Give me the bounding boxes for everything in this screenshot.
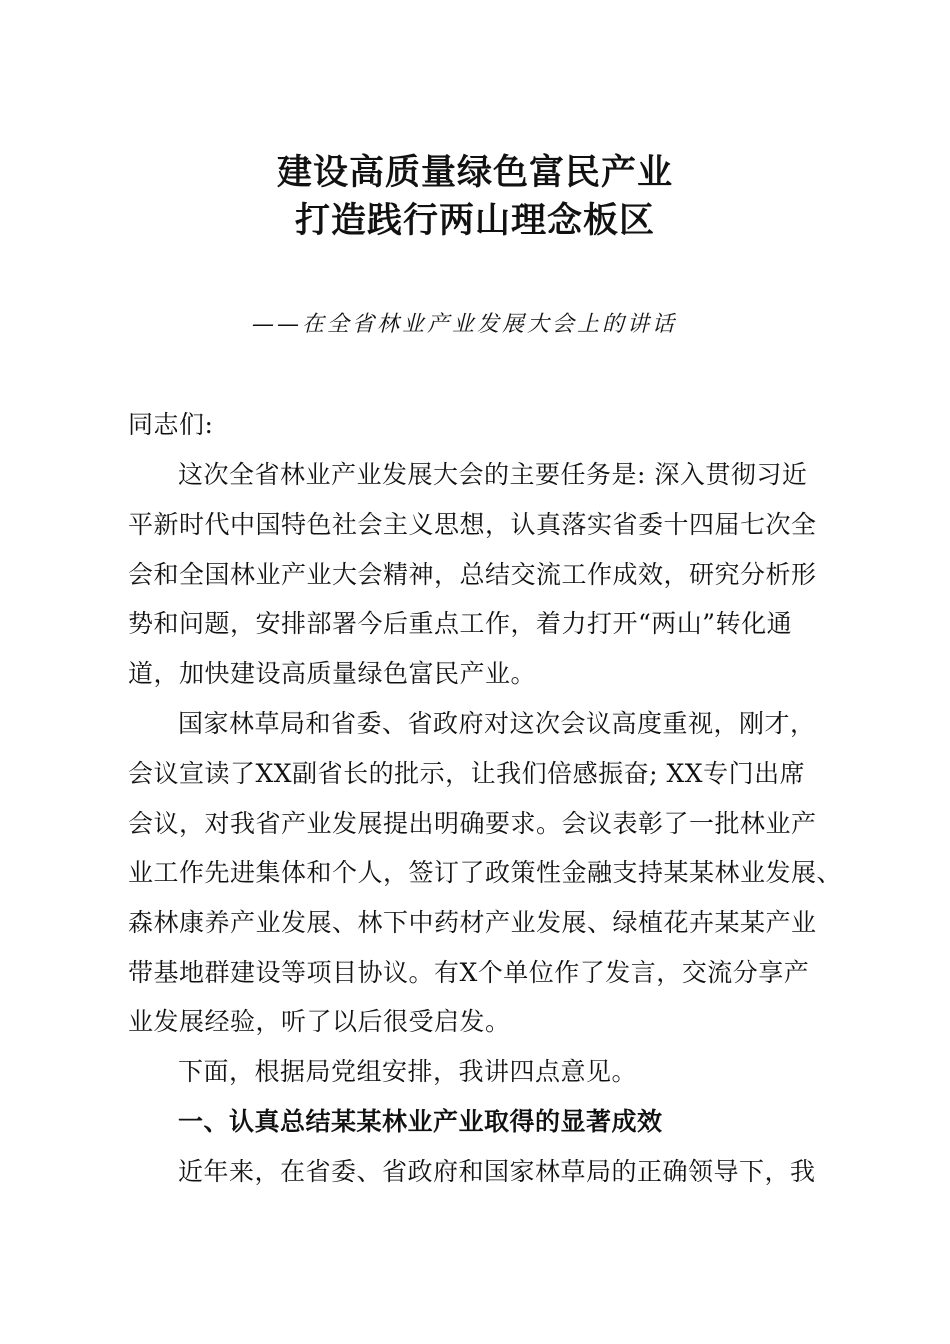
paragraph-1-line: 道，加快建设高质量绿色富民产业。 bbox=[128, 659, 537, 688]
paragraph-2-line: 国家林草局和省委、省政府对这次会议高度重视，刚才， bbox=[178, 709, 816, 738]
paragraph-2-line: 带基地群建设等项目协议。有X个单位作了发言，交流分享产 bbox=[128, 958, 810, 987]
section-1-heading: 一、认真总结某某林业产业取得的显著成效 bbox=[178, 1107, 663, 1136]
paragraph-2-line: 会议宣读了XX副省长的批示，让我们倍感振奋; XX专门出席 bbox=[128, 759, 806, 788]
paragraph-2-line: 森林康养产业发展、林下中药材产业发展、绿植花卉某某产业 bbox=[128, 908, 817, 937]
salutation: 同志们: bbox=[128, 410, 214, 439]
paragraph-2-line: 业发展经验，听了以后很受启发。 bbox=[128, 1007, 511, 1036]
paragraph-4-line: 近年来，在省委、省政府和国家林草局的正确领导下，我 bbox=[178, 1157, 816, 1186]
paragraph-2-line: 业工作先进集体和个人，签订了政策性金融支持某某林业发展、 bbox=[128, 858, 843, 887]
paragraph-2-line: 会议，对我省产业发展提出明确要求。会议表彰了一批林业产 bbox=[128, 809, 817, 838]
paragraph-1-line: 势和问题，安排部署今后重点工作，着力打开“两山”转化通 bbox=[128, 609, 793, 638]
paragraph-3: 下面，根据局党组安排，我讲四点意见。 bbox=[178, 1057, 638, 1086]
title-line-2: 打造践行两山理念板区 bbox=[294, 200, 655, 241]
title-line-1: 建设高质量绿色富民产业 bbox=[276, 152, 673, 193]
paragraph-1-line: 这次全省林业产业发展大会的主要任务是: 深入贯彻习近 bbox=[178, 460, 808, 489]
paragraph-1-line: 平新时代中国特色社会主义思想，认真落实省委十四届七次全 bbox=[128, 510, 817, 539]
paragraph-1-line: 会和全国林业产业大会精神，总结交流工作成效，研究分析形 bbox=[128, 560, 817, 589]
subtitle: ——在全省林业产业发展大会上的讲话 bbox=[252, 312, 678, 337]
